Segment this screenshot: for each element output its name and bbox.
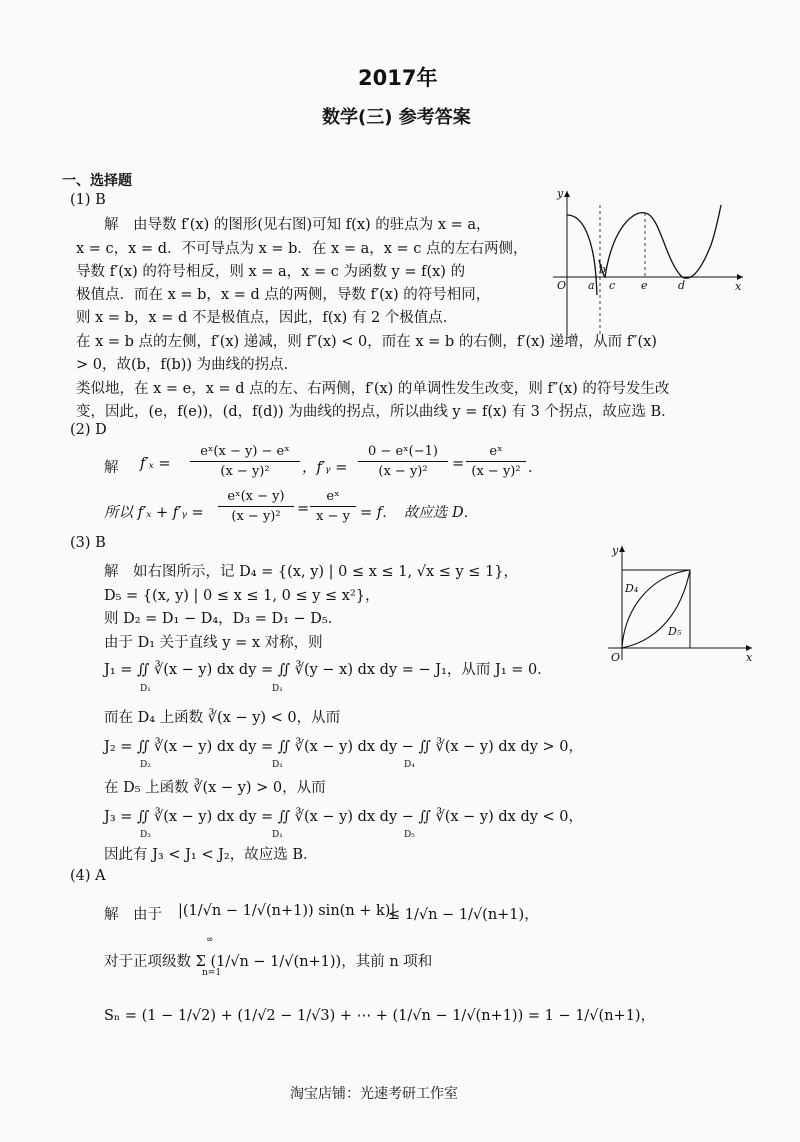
q3-line-9-sub-b: D₁: [272, 830, 283, 840]
q1-fig-y-label: y: [557, 187, 564, 200]
q3-line-1: 解 如右图所示，记 D₄ = {(x, y) | 0 ≤ x ≤ 1, √x ≤ y ≤ 1}，: [104, 564, 519, 580]
q2-fx-fraction: [190, 444, 300, 479]
q3-fig-x-label: x: [746, 651, 753, 664]
q1-fig-x-label: x: [735, 280, 742, 293]
q2-sum-den-2: x − y: [316, 509, 350, 524]
q2-sum-fraction: [218, 489, 294, 524]
q1-line-9: 变，因此，(e，f(e))，(d，f(d)) 为曲线的拐点，所以曲线 y = f(x) 有 3 个拐点，故应选 B．: [76, 404, 676, 420]
q2-sum-tail: = f． 故应选 D．: [360, 505, 479, 521]
q3-line-5-sub-a: D₁: [140, 684, 151, 694]
q4-line-1-abs: |(1/√n − 1/√(n+1)) sin(n + k)|: [178, 903, 396, 919]
q2-fx-lhs: f′ₓ =: [140, 456, 171, 472]
q2-sum-fraction-2: [310, 489, 356, 524]
q3-line-7-sub-b: D₁: [272, 760, 283, 770]
q2-label: (2) D: [70, 422, 107, 438]
q3-line-9-sub-c: D₅: [404, 830, 415, 840]
q3-fig-y-label: y: [612, 544, 619, 557]
q1-line-5: 则 x = b，x = d 不是极值点，因此，f(x) 有 2 个极值点．: [76, 310, 458, 326]
q1-label: (1) B: [70, 192, 106, 208]
q3-line-7: J₂ = ∬ ∛(x − y) dx dy = ∬ ∛(x − y) dx dy − ∬ ∛(x − y) dx dy > 0，: [104, 739, 584, 755]
q3-line-4: 由于 D₁ 关于直线 y = x 对称，则: [104, 635, 323, 651]
q1-line-7: > 0，故(b，f(b)) 为曲线的拐点．: [76, 357, 299, 373]
q2-jie: 解: [104, 460, 119, 476]
footer-store: 淘宝店铺：光速考研工作室: [290, 1086, 458, 1102]
q1-line-4: 极值点．而在 x = b，x = d 点的两侧，导数 f′(x) 的符号相同，: [76, 287, 491, 303]
page-subtitle: 数学(三) 参考答案: [322, 107, 471, 128]
q3-line-6: 而在 D₄ 上函数 ∛(x − y) < 0，从而: [104, 710, 341, 726]
q2-sum-lhs: 所以 f′ₓ + f′ᵧ =: [104, 505, 204, 521]
q1-fig-c-label: c: [609, 279, 616, 292]
q3-fig-d5-label: D₅: [668, 625, 682, 638]
q1-line-6: 在 x = b 点的左侧，f′(x) 递减，则 f″(x) < 0，而在 x = b 的右侧，f′(x) 递增，从而 f″(x): [76, 334, 657, 350]
q3-line-10: 因此有 J₃ < J₁ < J₂，故应选 B．: [104, 847, 318, 863]
q4-sum-sub: n=1: [202, 968, 222, 978]
q4-sum-sup: ∞: [206, 935, 214, 945]
q3-fig-origin-label: O: [611, 651, 621, 664]
q2-fy-fraction-2: [466, 444, 526, 479]
q2-fx-num: eˣ(x − y) − eˣ: [200, 444, 290, 459]
q4-line-3: Sₙ = (1 − 1/√2) + (1/√2 − 1/√3) + ⋯ + (1/√n − 1/√(n+1)) = 1 − 1/√(n+1)，: [104, 1008, 656, 1024]
q3-line-9: J₃ = ∬ ∛(x − y) dx dy = ∬ ∛(x − y) dx dy − ∬ ∛(x − y) dx dy < 0，: [104, 809, 584, 825]
q1-line-3: 导数 f′(x) 的符号相反，则 x = a，x = c 为函数 y = f(x) 的: [76, 264, 466, 280]
q4-line-2: 对于正项级数 Σ (1/√n − 1/√(n+1))，其前 n 项和: [104, 954, 433, 970]
page-year-title: 2017年: [358, 66, 438, 90]
q1-fig-origin-label: O: [557, 279, 567, 292]
q3-region-graph: [600, 540, 760, 665]
q4-line-1-pre: 解 由于: [104, 907, 162, 923]
q3-fig-d4-label: D₄: [625, 582, 639, 595]
q3-line-9-sub-a: D₃: [140, 830, 151, 840]
q1-line-1: 解 由导数 f′(x) 的图形(见右图)可知 f(x) 的驻点为 x = a，: [104, 217, 491, 233]
q4-line-1-post: ≤ 1/√n − 1/√(n+1)，: [388, 907, 539, 923]
q1-line-2: x = c，x = d．不可导点为 x = b．在 x = a，x = c 点的左右两侧，: [76, 241, 528, 257]
q4-label: (4) A: [70, 868, 106, 884]
q3-line-8: 在 D₅ 上函数 ∛(x − y) > 0，从而: [104, 780, 326, 796]
q2-fy-den-2: (x − y)²: [471, 464, 521, 479]
q2-fy-num: 0 − eˣ(−1): [368, 444, 438, 459]
q3-label: (3) B: [70, 535, 106, 551]
q3-line-7-sub-c: D₄: [404, 760, 415, 770]
q2-fy-lhs: ，f′ᵧ =: [302, 460, 348, 476]
q1-line-8: 类似地，在 x = e，x = d 点的左、右两侧，f′(x) 的单调性发生改变，则 f″(x) 的符号发生改: [76, 381, 670, 397]
q2-sum-den: (x − y)²: [231, 509, 281, 524]
q1-fig-e-label: e: [641, 279, 648, 292]
q2-fy-end: ．: [528, 460, 543, 476]
q2-fy-fraction: [358, 444, 448, 479]
q3-line-5-sub-b: D₁: [272, 684, 283, 694]
q3-line-3: 则 D₂ = D₁ − D₄，D₃ = D₁ − D₅．: [104, 611, 343, 627]
q3-line-7-sub-a: D₂: [140, 760, 151, 770]
q2-sum-num-2: eˣ: [326, 489, 340, 504]
q2-fy-num-2: eˣ: [489, 444, 503, 459]
q2-fx-den: (x − y)²: [220, 464, 270, 479]
q1-fig-b-label: b: [599, 263, 607, 276]
q2-sum-eq: =: [297, 501, 310, 517]
q1-fig-d-label: d: [678, 279, 686, 292]
q2-fy-eq: =: [452, 456, 465, 472]
q2-sum-num: eˣ(x − y): [227, 489, 285, 504]
q1-fig-a-label: a: [588, 279, 595, 292]
section-title: 一、选择题: [62, 173, 132, 189]
q3-line-2: D₅ = {(x, y) | 0 ≤ x ≤ 1, 0 ≤ y ≤ x²}，: [104, 588, 380, 604]
q2-fy-den: (x − y)²: [378, 464, 428, 479]
q1-derivative-graph: [545, 185, 750, 340]
q3-line-5: J₁ = ∬ ∛(x − y) dx dy = ∬ ∛(y − x) dx dy = − J₁，从而 J₁ = 0．: [104, 662, 552, 678]
